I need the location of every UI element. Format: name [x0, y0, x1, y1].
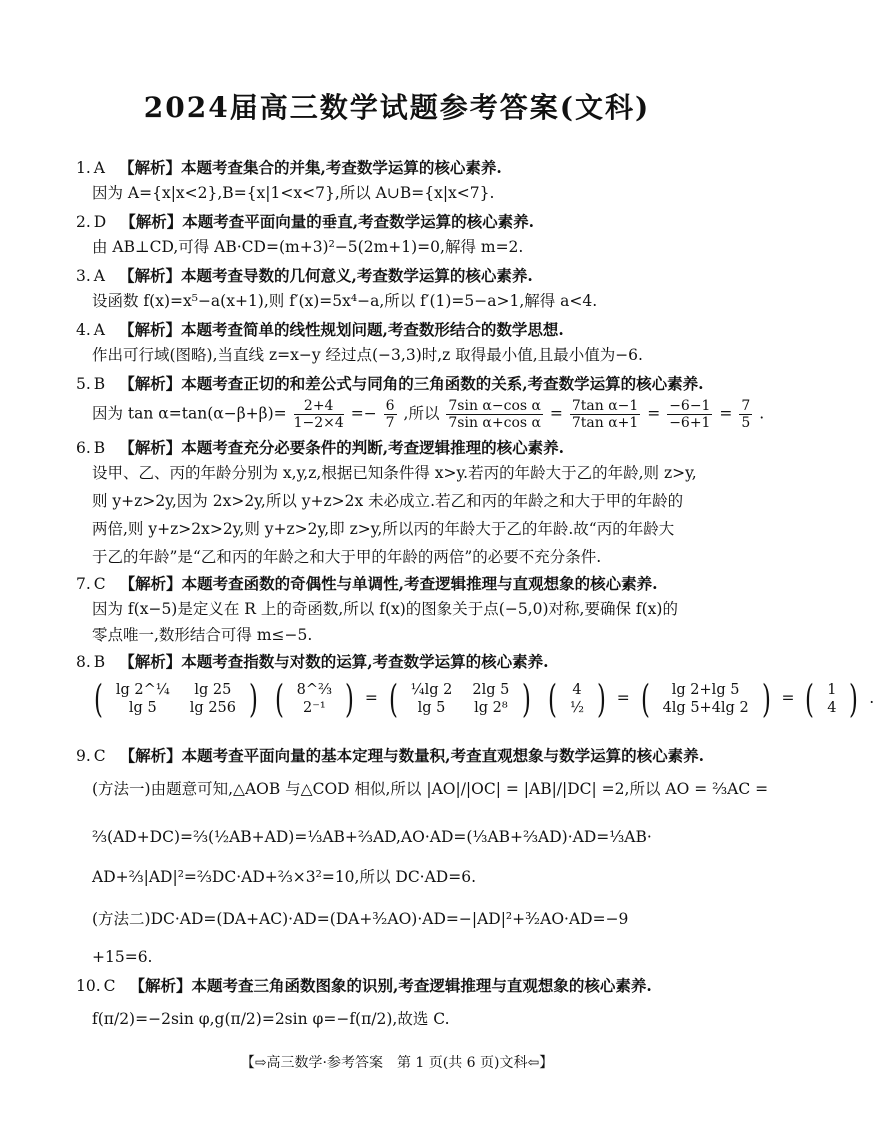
q6-answer: B: [93, 439, 106, 457]
q5-frac-3-num: 7sin α−cos α: [448, 398, 541, 414]
q9-analysis: 【解析】本题考查平面向量的基本定理与数量积,考查直观想象与数学运算的核心素养.: [119, 746, 704, 765]
q8-m3-b: 2lg 5: [472, 681, 510, 698]
q8-matrix-4: [545, 677, 609, 721]
paren-right-icon: ): [345, 677, 354, 721]
q9-line-2: ⅔(AD+DC)=⅔(½AB+AD)=⅓AB+⅔AD,AO·AD=(⅓AB+⅔AD)·AD=⅓AB·: [92, 828, 652, 846]
paren-right-icon: ): [849, 677, 859, 721]
q5-frac-4-den: 7tan α+1: [571, 415, 639, 432]
q9-answer: C: [93, 747, 106, 765]
page-title: 2024届高三数学试题参考答案(文科): [143, 91, 651, 124]
q7-header: [76, 576, 657, 593]
q8-m4-b: ½: [569, 700, 585, 716]
q6-analysis: 【解析】本题考查充分必要条件的判断,考查逻辑推理的核心素养.: [119, 438, 564, 457]
q5-header: [76, 376, 703, 393]
paren-left-icon: (: [274, 677, 284, 721]
q4-answer: A: [93, 321, 105, 339]
q8-m6-a: 1: [827, 681, 837, 698]
q6-header: [76, 440, 564, 457]
q5-text-6: =: [719, 404, 733, 423]
q8-end: .: [869, 689, 874, 707]
q9-line-4: (方法二)DC·AD=(DA+AC)·AD=(DA+³⁄₂AO)·AD=−|AD|²+³⁄₂AO·AD=−9: [92, 910, 629, 928]
q6-line-2: 则 y+z>2y,因为 2x>2y,所以 y+z>2x 未必成立.若乙和丙的年龄之和大于甲的年龄的: [92, 492, 684, 510]
q5-number: 5.: [76, 375, 91, 393]
q5-frac-6-num: 7: [741, 398, 751, 414]
q3-analysis: 【解析】本题考查导数的几何意义,考查数学运算的核心素养.: [119, 266, 533, 285]
q8-matrix-6: [802, 677, 861, 721]
q3-answer: A: [93, 267, 105, 285]
q9-number: 9.: [76, 747, 91, 765]
q10-answer: C: [103, 977, 116, 995]
q9-line-1: (方法一)由题意可知,△AOB 与△COD 相似,所以 |AO|/|OC| = |AB|/|DC| =2,所以 AO = ⅔AC =: [92, 780, 769, 798]
q10-body: f(π/2)=−2sin φ,g(π/2)=2sin φ=−f(π/2),故选 C.: [92, 1010, 450, 1028]
q6-number: 6.: [76, 439, 91, 457]
q2-header: [76, 214, 534, 231]
q4-analysis: 【解析】本题考查简单的线性规划问题,考查数形结合的数学思想.: [119, 320, 564, 339]
q8-m1-a: lg 2^¼: [115, 681, 170, 698]
q4-header: [76, 322, 564, 339]
q5-answer: B: [93, 375, 106, 393]
q8-m3-a: ¼lg 2: [410, 681, 453, 698]
q8-m6-b: 4: [827, 700, 837, 716]
q5-text-2: =−: [350, 404, 377, 423]
q5-text-4: =: [549, 404, 563, 423]
q5-frac-4: [570, 398, 640, 431]
q8-m1-b: lg 25: [194, 681, 232, 698]
q10-analysis: 【解析】本题考查三角函数图象的识别,考查逻辑推理与直观想象的核心素养.: [129, 976, 652, 995]
q5-text-1: 因为 tan α=tan(α−β+β)=: [92, 404, 287, 423]
q8-m3-d: lg 2⁸: [474, 700, 508, 716]
q8-matrix-5: [638, 677, 774, 721]
q2-analysis: 【解析】本题考查平面向量的垂直,考查数学运算的核心素养.: [120, 212, 535, 231]
q8-matrix-1: [91, 677, 261, 721]
q6-line-4: 于乙的年龄”是“乙和丙的年龄之和大于甲的年龄的两倍”的必要不充分条件.: [92, 548, 602, 566]
q7-line-1: 因为 f(x−5)是定义在 R 上的奇函数,所以 f(x)的图象关于点(−5,0)对称,要确保 f(x)的: [92, 600, 678, 618]
q5-frac-2-den: 7: [385, 415, 395, 432]
q5-body: [92, 398, 764, 431]
q1-number: 1.: [76, 159, 91, 177]
q5-analysis: 【解析】本题考查正切的和差公式与同角的三角函数的关系,考查数学运算的核心素养.: [119, 374, 704, 393]
q5-frac-1-den: 1−2×4: [293, 415, 344, 432]
q7-answer: C: [93, 575, 106, 593]
q5-frac-1-num: 2+4: [294, 398, 344, 415]
paren-left-icon: (: [548, 677, 558, 721]
q1-body: 因为 A={x|x<2},B={x|1<x<7},所以 A∪B={x|x<7}.: [92, 184, 495, 202]
q9-line-3: AD+⅔|AD|²=⅔DC·AD+⅔×3²=10,所以 DC·AD=6.: [92, 868, 477, 886]
q5-frac-6-den: 5: [741, 415, 751, 432]
q5-frac-3-den: 7sin α+cos α: [448, 415, 541, 432]
q1-header: [76, 160, 502, 177]
q10-header: [76, 978, 652, 995]
q8-m5-a: lg 2+lg 5: [671, 681, 740, 698]
paren-right-icon: ): [761, 677, 771, 721]
q3-header: [76, 268, 533, 285]
q5-text-3: ,所以: [403, 404, 440, 423]
q8-m1-d: lg 256: [189, 700, 237, 716]
q4-body: 作出可行域(图略),当直线 z=x−y 经过点(−3,3)时,z 取得最小值,且最小值为−6.: [92, 346, 643, 364]
q5-frac-4-num: 7tan α−1: [571, 398, 639, 414]
paren-left-icon: (: [388, 677, 398, 721]
q5-frac-5-den: −6+1: [669, 415, 711, 432]
paren-left-icon: (: [640, 677, 650, 721]
q2-number: 2.: [76, 213, 91, 231]
paren-right-icon: ): [596, 677, 606, 721]
paren-left-icon: (: [805, 677, 815, 721]
q1-answer: A: [93, 159, 105, 177]
q5-text-5: =: [647, 404, 661, 423]
q2-answer: D: [93, 213, 107, 231]
q8-m4-a: 4: [572, 681, 582, 698]
q8-m5-b: 4lg 5+4lg 2: [662, 700, 749, 716]
q8-m3-c: lg 5: [417, 700, 446, 716]
q8-equals-2: =: [616, 689, 630, 707]
q8-m2-a: 8^⅔: [296, 681, 333, 698]
q7-line-2: 零点唯一,数形结合可得 m≤−5.: [92, 626, 313, 644]
q5-frac-2: [384, 398, 397, 431]
q8-analysis: 【解析】本题考查指数与对数的运算,考查数学运算的核心素养.: [119, 652, 549, 671]
q6-line-1: 设甲、乙、丙的年龄分别为 x,y,z,根据已知条件得 x>y.若丙的年龄大于乙的年龄,则 z>y,: [92, 464, 697, 482]
paren-right-icon: ): [248, 677, 258, 721]
q6-line-3: 两倍,则 y+z>2x>2y,则 y+z>2y,即 z>y,所以丙的年龄大于乙的年龄.故“丙的年龄大: [92, 520, 675, 538]
q2-body: 由 AB⊥CD,可得 AB·CD=(m+3)²−5(2m+1)=0,解得 m=2.: [92, 238, 524, 256]
q8-equals-1: =: [364, 689, 378, 707]
q9-header: [76, 748, 704, 765]
q5-text-7: .: [759, 404, 765, 423]
q8-matrix-equation: [88, 677, 874, 721]
q3-body: 设函数 f(x)=x⁵−a(x+1),则 f′(x)=5x⁴−a,所以 f′(1)=5−a>1,解得 a<4.: [92, 292, 598, 310]
q8-matrix-2: [272, 677, 357, 721]
q5-frac-1: [294, 398, 344, 431]
q9-line-5: +15=6.: [92, 948, 153, 966]
q3-number: 3.: [76, 267, 91, 285]
q7-number: 7.: [76, 575, 91, 593]
q7-analysis: 【解析】本题考查函数的奇偶性与单调性,考查逻辑推理与直观想象的核心素养.: [119, 574, 658, 593]
q8-answer: B: [93, 653, 106, 671]
q5-frac-2-num: 6: [385, 398, 395, 414]
q1-analysis: 【解析】本题考查集合的并集,考查数学运算的核心素养.: [119, 158, 502, 177]
q8-header: [76, 654, 548, 671]
q8-matrix-3: [386, 677, 534, 721]
q4-number: 4.: [76, 321, 91, 339]
q5-frac-5: [667, 398, 712, 431]
q5-frac-6: [739, 398, 752, 431]
paren-left-icon: (: [93, 677, 103, 721]
q10-number: 10.: [76, 977, 101, 995]
paren-right-icon: ): [522, 677, 532, 721]
q8-m1-c: lg 5: [128, 700, 157, 716]
q8-m2-b: 2⁻¹: [302, 700, 326, 716]
q5-frac-3: [446, 398, 543, 431]
q8-equals-3: =: [781, 689, 795, 707]
q8-number: 8.: [76, 653, 91, 671]
page-footer: 【⇨高三数学·参考答案 第 1 页(共 6 页)文科⇦】: [240, 1055, 554, 1071]
q5-frac-5-num: −6−1: [669, 398, 711, 414]
